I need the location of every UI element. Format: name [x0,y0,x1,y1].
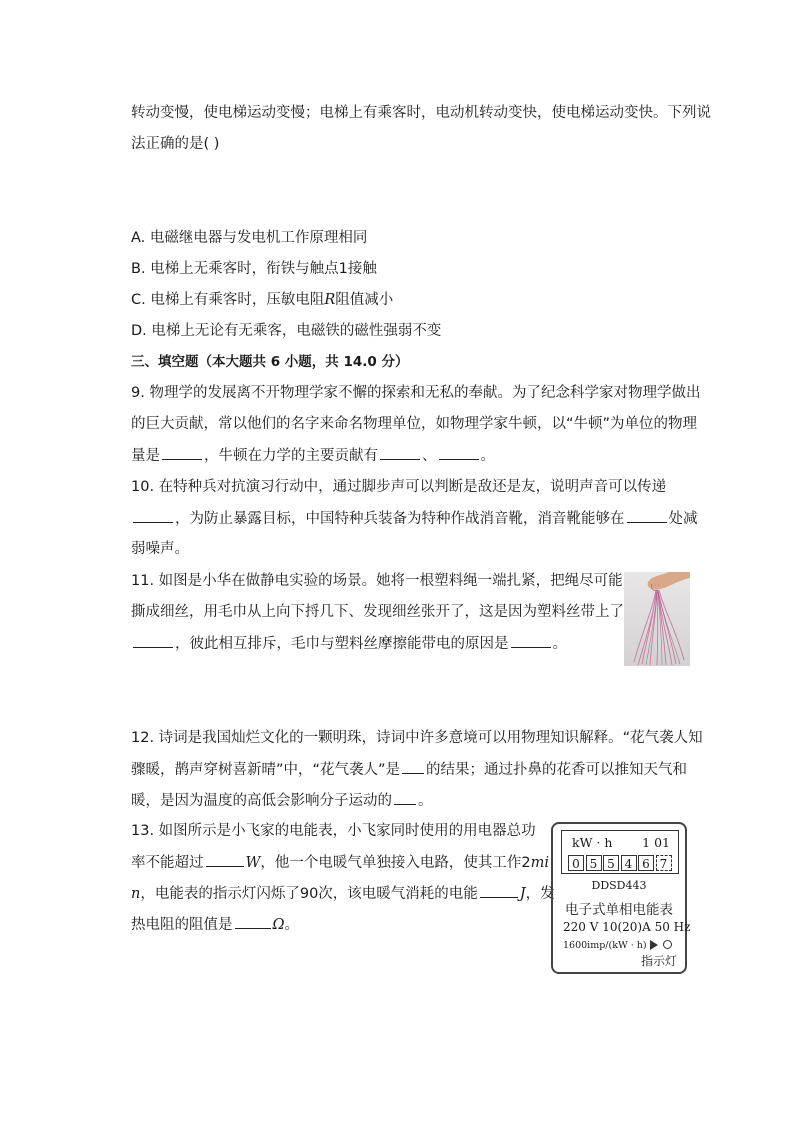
q11-blank-1[interactable] [133,633,173,648]
q13-line-1: 13. 如图所示是小飞家的电能表，小飞家同时使用的用电器总功 [131,823,536,839]
q12-line-3 [131,790,433,811]
q13-text: ，他一个电暖气单独接入电路，使其工作2 [260,855,531,871]
meter-digit: 6 [638,855,654,871]
q9-text: 。 [480,448,495,464]
q13-line-4 [131,914,299,935]
q13-text: 。 [284,917,300,933]
q9-blank-1[interactable] [162,445,202,460]
q13-text: 率不能超过 [131,855,204,871]
static-electricity-photo [624,572,690,666]
q9-text: ，牛顿在力学的主要贡献有 [204,448,378,464]
q10-blank-2[interactable] [627,508,667,523]
meter-phase: 1 01 [642,835,670,850]
q9-blank-3[interactable] [439,445,479,460]
option-c [131,290,393,310]
q10-line-1: 10. 在特种兵对抗演习行动中，通过脚步声可以判断是敌还是友，说明声音可以传递 [131,479,667,495]
meter-imp: 1600imp/(kW · h) [563,940,647,951]
q9-line-1: 9. 物理学的发展离不开物理学家不懈的探索和无私的奉献。为了纪念科学家对物理学做出 [131,385,701,401]
q10-line-2 [131,508,698,529]
q11-text: ，彼此相互排斥，毛巾与塑料丝摩擦能带电的原因是 [175,636,509,652]
meter-indicator-label: 指示灯 [641,954,678,968]
hand-with-plastic-strands-image [624,572,690,666]
q13-unit-w: W [245,855,261,871]
q12-blank-2[interactable] [394,790,416,805]
q10-text: ，为防止暴露目标，中国特种兵装备为特种作战消音靴，消音靴能够在 [175,511,625,527]
q13-blank-1[interactable] [206,852,244,867]
option-a: A. 电磁继电器与发电机工作原理相同 [131,230,368,246]
q13-line-3 [131,883,555,904]
q13-unit-min-part: mi [530,855,550,871]
option-d: D. 电梯上无论有无乘客，电磁铁的磁性强弱不变 [131,323,442,339]
q13-text: 热电阻的阻值是 [131,917,233,933]
q13-text: ，电能表的指示灯闪烁了90次，该电暖气消耗的电能 [140,886,478,902]
meter-digit-decimal: 7 [656,855,672,871]
meter-digit: 5 [586,855,602,871]
q11-line-3 [131,633,567,654]
q12-line-2 [131,759,687,780]
q12-text: 骤暖，鹊声穿树喜新晴”中，“花气袭人”是 [131,762,401,778]
q13-unit-j: J [519,886,526,902]
q11-line-2: 撕成细丝，用毛巾从上向下捋几下、发现细丝张开了，这是因为塑料丝带上了 [131,604,624,620]
meter-rating: 220 V 10(20)A 50 Hz [563,920,691,934]
q9-text: 量是 [131,448,160,464]
q9-line-2: 的巨大贡献，常以他们的名字来命名物理单位，如物理学家牛顿，以“牛顿”为单位的物理 [131,416,698,432]
option-c-variable: R [324,292,336,308]
q12-text: 的结果；通过扑鼻的花香可以推知天气和 [426,762,688,778]
meter-digit: 0 [568,855,584,871]
section-title: 三、填空题（本大题共 6 小题，共 14.0 分） [131,354,409,370]
q9-line-3 [131,445,495,466]
q13-unit-ohm: Ω [272,917,285,933]
q11-blank-2[interactable] [511,633,551,648]
option-c-text: C. 电梯上有乘客时，压敏电阻 [131,292,325,308]
q12-text: 。 [418,793,433,809]
intro-line-1: 转动变慢，使电梯运动变慢；电梯上有乘客时，电动机转动变快，使电梯运动变快。下列说 [131,105,711,121]
q11-text: 。 [552,636,567,652]
q13-unit-min-part: n [131,886,141,902]
q12-blank-1[interactable] [402,759,424,774]
option-b: B. 电梯上无乘客时，衔铁与触点1接触 [131,261,377,277]
q9-blank-2[interactable] [380,445,420,460]
meter-type: 电子式单相电能表 [565,902,673,918]
q13-blank-2[interactable] [480,883,518,898]
electric-meter-figure [551,822,691,974]
meter-model: DDSD443 [591,879,647,892]
indicator-light-icon [663,940,672,949]
q13-text: ，发 [525,886,555,902]
q11-line-1: 11. 如图是小华在做静电实验的场景。她将一根塑料绳一端扎紧，把绳尽可能 [131,573,623,589]
q9-text: 、 [422,448,437,464]
play-triangle-icon [650,940,658,950]
meter-unit: kW · h [572,835,613,850]
q10-blank-1[interactable] [133,508,173,523]
q12-text: 暖，是因为温度的高低会影响分子运动的 [131,793,392,809]
q13-blank-3[interactable] [235,914,271,929]
meter-display [561,830,679,874]
q12-line-1: 12. 诗词是我国灿烂文化的一颗明珠，诗词中许多意境可以用物理知识解释。“花气袭人知 [131,730,703,746]
q13-line-2 [131,852,549,873]
option-c-tail: 阻值减小 [335,292,394,308]
q10-line-3: 弱噪声。 [131,541,189,557]
meter-digit: 4 [621,855,637,871]
intro-line-2: 法正确的是( ) [131,136,220,152]
meter-digit: 5 [603,855,619,871]
meter-digits [568,855,673,871]
q10-text: 处减 [668,511,698,527]
